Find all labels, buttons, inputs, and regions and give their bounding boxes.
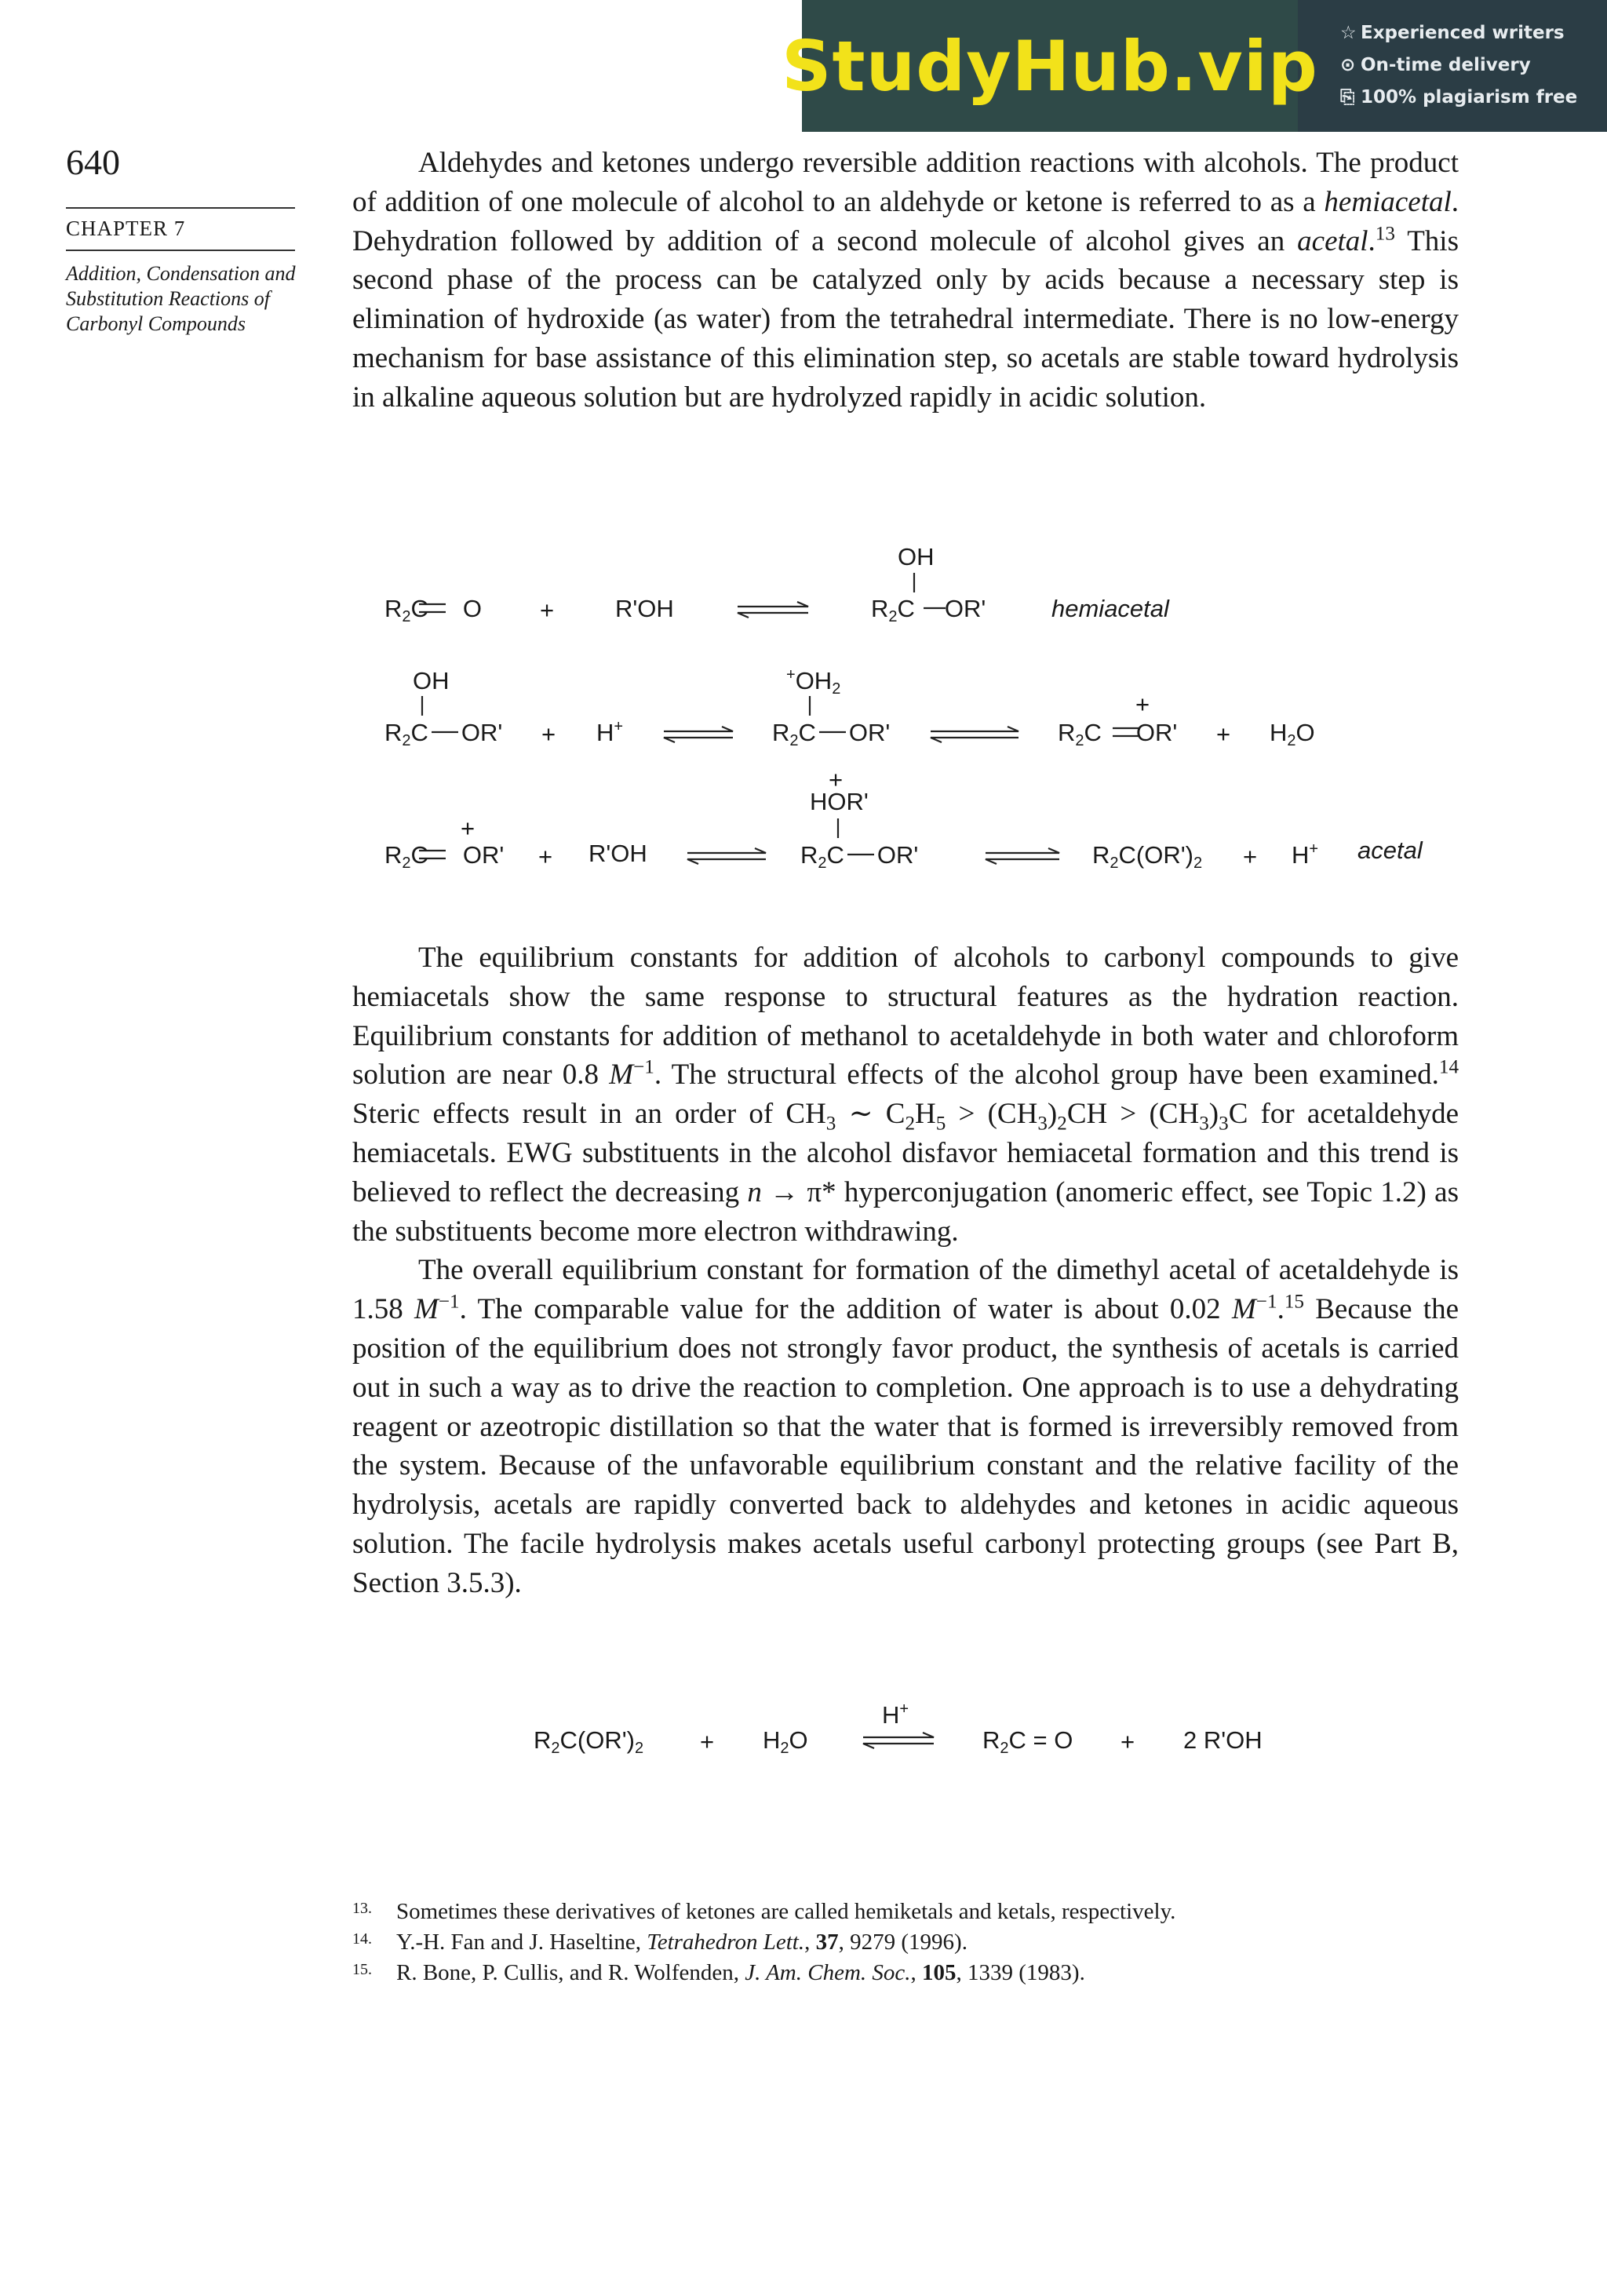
footnotes bbox=[352, 1897, 1529, 1988]
clock-icon: ⊙ bbox=[1340, 55, 1356, 75]
document-icon: ⎘ bbox=[1340, 87, 1355, 108]
page-number: 640 bbox=[66, 142, 120, 182]
chem-r2c-or: $R_2C$ OR' bbox=[871, 595, 986, 625]
charge-plus: + bbox=[829, 766, 844, 793]
chem-proton: H+ bbox=[1292, 840, 1319, 869]
chem-two-roh: 2 R'OH bbox=[1183, 1726, 1263, 1754]
chem-oxocarbenium: $R_2C$ OR' bbox=[384, 841, 505, 872]
label-acetal: acetal bbox=[1357, 836, 1423, 864]
plus: + bbox=[1121, 1728, 1135, 1755]
footnote-13: 13. Sometimes these derivatives of ketones are called hemiketals and ketals, respectively. bbox=[352, 1899, 1176, 1924]
chem-acid-catalyst: H+ bbox=[882, 1700, 909, 1729]
charge-plus: + bbox=[461, 815, 476, 842]
chem-hemiacetal: $R_2C$ OR' bbox=[384, 719, 503, 749]
chem-oh: OH bbox=[413, 667, 450, 694]
chem-protonated-acetal: $R_2C$ OR' bbox=[800, 841, 919, 872]
ad-feature: ⎘ 100% plagiarism free bbox=[1340, 82, 1599, 114]
footnote-ref[interactable]: 13 bbox=[1375, 223, 1395, 245]
ad-feature: ⊙ On-time delivery bbox=[1340, 49, 1599, 82]
chem-oh: OH bbox=[898, 543, 935, 570]
ad-feature: ☆ Experienced writers bbox=[1340, 17, 1599, 49]
ad-logo[interactable]: StudyHub.vip bbox=[782, 25, 1318, 107]
paragraph-2: The equilibrium constants for addition of alcohols to carbonyl compounds to give hemiacetals show the same response to structural features as the hydration reaction. Equilibrium constants for addition of methanol to acetaldehyde in both water and chloroform solution are near 0.8 $M^{-1}$. The structural effects of the alcohol group have been examined.$^{14}$ Steric effects result in an order of $CH_3$ ∼ $C_2H_5 > (CH_3)_2CH > (CH_3)_3C$ for acetaldehyde hemiacetals. EWG substituents in the alcohol disfavor hemiacetal formation and this trend is believed to reflect the decreasing n → π* hyperconjugation (anomeric effect, see Topic 1.2) as the substituents become more electron withdrawing. The overall equilibrium constant for formation of the dimethyl acetal of acetaldehyde is 1.58 $M^{-1}$. The comparable value for the addition of water is about 0.02 $M^{-1}.^{15}$ Because the position of the equilibrium does not strongly favor product, the synthesis of acetals is carried out in such a way as to drive the reaction to completion. One approach is to use a dehydrating reagent or azeotropic distillation so that the water that is formed is irreversibly removed from the system. Because of the unfavorable equilibrium constant and the relative facility of the hydrolysis, acetals are rapidly converted back to aldehydes and ketones in acidic aqueous solution. The facile hydrolysis makes acetals useful carbonyl protecting groups (see Part B, Section 3.5.3). bbox=[352, 942, 1459, 1599]
chem-hor-plus: HOR' bbox=[810, 788, 869, 815]
chapter-title: Addition, Condensation and Substitution Reactions of Carbonyl Compounds bbox=[66, 262, 296, 335]
chem-oxocarbenium: $R_2C$ OR' bbox=[1058, 719, 1178, 749]
plus: + bbox=[540, 596, 555, 624]
paragraph-1: Aldehydes and ketones undergo reversible addition reactions with alcohols. The product of addition of one molecule of alcohol to an aldehyde or ketone is referred to as a hemiacetal. Dehydration followed by addition of a second molecule of alcohol gives an acetal.$^{13}$ This second phase of the process can be catalyzed only by acids because a necessary step is elimination of hydroxide (as water) from the tetrahedral intermediate. There is no low-energy mechanism for base assistance of this elimination step, so acetals are stable toward hydrolysis in alkaline aqueous solution but are hydrolyzed rapidly in acidic solution. bbox=[352, 147, 1459, 414]
plus: + bbox=[1216, 720, 1231, 748]
chem-roh: R'OH bbox=[589, 840, 647, 867]
chem-roh: R'OH bbox=[615, 595, 674, 622]
label-hemiacetal: hemiacetal bbox=[1051, 595, 1169, 622]
footnote-ref[interactable]: 15 bbox=[1284, 1291, 1304, 1313]
star-icon: ☆ bbox=[1340, 23, 1357, 43]
plus: + bbox=[700, 1728, 715, 1755]
plus: + bbox=[1243, 843, 1258, 870]
chem-oh2-plus: $^+OH_2$ bbox=[786, 666, 841, 698]
footnote-ref[interactable]: 14 bbox=[1438, 1057, 1459, 1079]
chem-acetal: $R_2C(OR')_2$ bbox=[534, 1726, 644, 1757]
plus: + bbox=[538, 843, 553, 870]
chem-water: $H_2O$ bbox=[763, 1726, 808, 1757]
chem-acetal: $R_2C(OR')_2$ bbox=[1092, 841, 1203, 872]
chem-proton: H+ bbox=[596, 718, 624, 746]
chem-water: $H_2O$ bbox=[1270, 719, 1315, 749]
chem-protonated-hemiacetal: $R_2C$ OR' bbox=[772, 719, 891, 749]
chapter-label: CHAPTER 7 bbox=[66, 217, 186, 240]
chem-carbonyl: $R_2C = O$ bbox=[982, 1726, 1073, 1757]
chem-r2co: $R_2C$ O bbox=[384, 595, 483, 625]
footnote-14: 14. Y.-H. Fan and J. Haseltine, Tetrahedron Lett., 37, 9279 (1996). bbox=[352, 1930, 967, 1955]
charge-plus: + bbox=[1135, 691, 1150, 718]
footnote-15: 15. R. Bone, P. Cullis, and R. Wolfenden, J. Am. Chem. Soc., 105, 1339 (1983). bbox=[352, 1960, 1085, 1985]
plus: + bbox=[541, 720, 556, 748]
